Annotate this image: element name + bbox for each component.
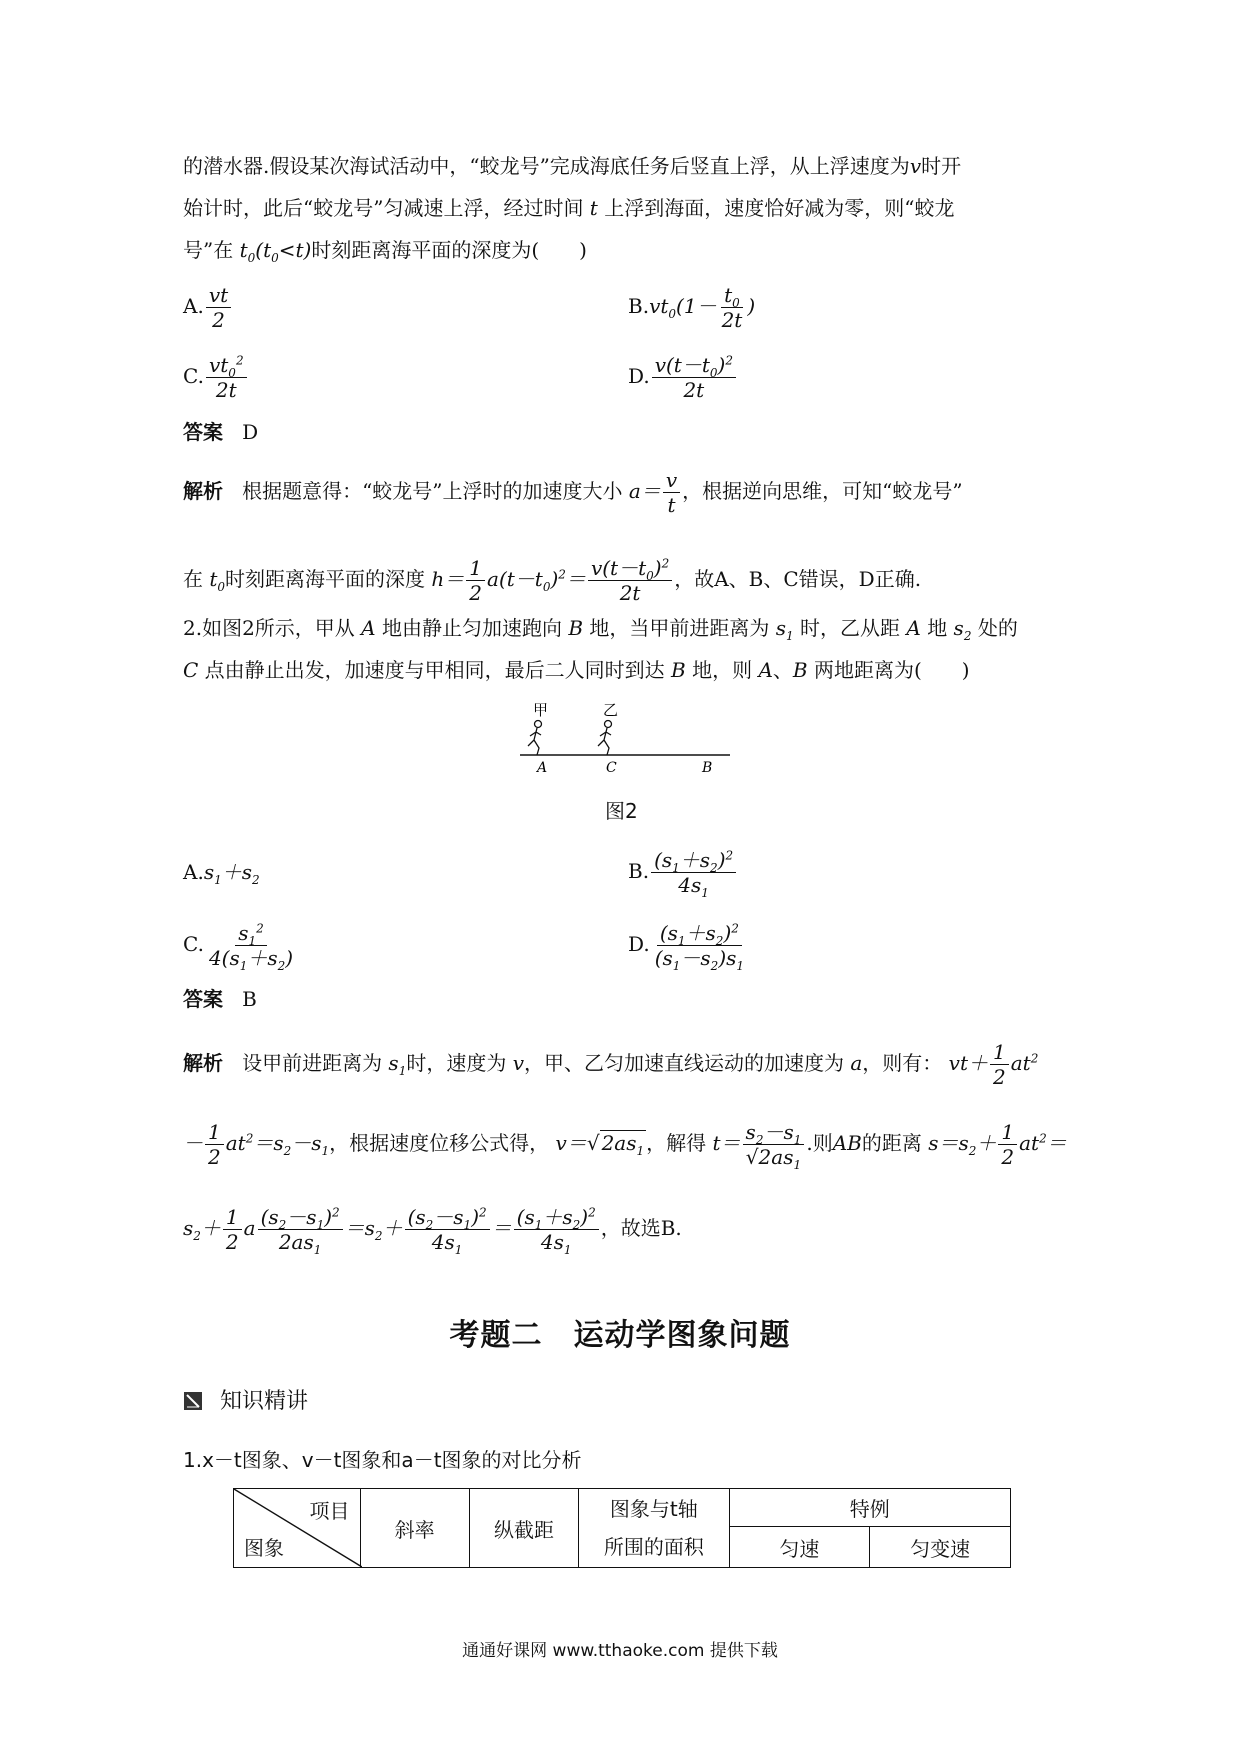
problem2-text: 、: [772, 658, 793, 682]
problem2-text: 点由静止出发，加速度与甲相同，最后二人同时到达: [204, 658, 665, 682]
section-title: 考题二 运动学图象问题: [449, 1318, 791, 1353]
table-corner-cell: [234, 1489, 361, 1568]
analysis-text: ，故A、B、C错误，D正确.: [674, 567, 922, 591]
var-AB: AB: [832, 1131, 862, 1155]
problem2-text: 时，乙从距: [800, 616, 901, 640]
problem1-text-4: 上浮到海面，速度恰好减为零，则“蛟龙: [604, 196, 955, 220]
distance-formula-1: $s=s_2+$ $\frac{1}{2}$ $at^2=$: [928, 1120, 1067, 1169]
analysis-label: 解析: [183, 1051, 223, 1075]
velocity-formula: v＝√ $2as_1$: [555, 1131, 645, 1158]
header-slope: 斜率: [360, 1489, 469, 1568]
footer: 通通好课网 www.tthaoke.com 提供下载: [462, 1641, 778, 1661]
problem1-line3: [183, 236, 587, 264]
problem2-option-a[interactable]: [183, 858, 260, 886]
problem2-text: 地: [927, 616, 948, 640]
header-special: 特例: [729, 1489, 1010, 1527]
problem2-answer: [183, 985, 257, 1013]
var-B: B: [792, 658, 814, 682]
var-s2: $s_2$: [947, 616, 972, 643]
point-a-label: A: [537, 760, 548, 776]
option-a-label: A.: [183, 860, 204, 884]
analysis-text: ，则有：: [862, 1051, 943, 1075]
option-c-formula: $\frac{s_1^2}{4(s_1+s_2)}$: [208, 921, 294, 973]
problem1-line2: [183, 194, 954, 222]
var-A: A: [354, 616, 382, 640]
var-B: B: [664, 658, 693, 682]
problem2-text: 2.如图2所示，甲从: [183, 616, 355, 640]
problem1-line1: [183, 152, 961, 180]
point-b-label: B: [702, 760, 713, 776]
var-t0: $t_0(t_0<t)$: [239, 238, 312, 265]
option-a-label: A.: [183, 294, 204, 318]
var-a: a: [844, 1051, 863, 1075]
var-t0: $t_0$: [203, 567, 226, 594]
analysis-label: 解析: [183, 479, 223, 503]
problem2-line2: [183, 656, 970, 684]
item-1: 1.x－t图象、v－t图象和a－t图象的对比分析: [183, 1448, 582, 1472]
analysis-text: 设甲前进距离为: [242, 1051, 383, 1075]
var-v: v: [506, 1051, 524, 1075]
problem1-text-5: 号”在: [183, 238, 234, 262]
corner-top-label: 项目: [309, 1499, 350, 1523]
option-b-formula: $\frac{(s_1+s_2)^2}{4s_1}$: [651, 848, 736, 897]
header-uniform-acc: 匀变速: [870, 1527, 1011, 1568]
analysis-text: ，甲、乙匀加速直线运动的加速度为: [524, 1051, 844, 1075]
header-area-line1: 图象与t轴: [609, 1497, 698, 1521]
option-c-formula: $\frac{vt_0^2}{2t}$: [206, 353, 247, 402]
analysis-text: 在: [183, 567, 203, 591]
corner-bottom-label: 图象: [244, 1536, 284, 1560]
option-d-label: D.: [628, 932, 650, 956]
time-formula: t＝ $\frac{s_2-s_1}{√2as_1}$: [713, 1131, 807, 1155]
analysis-text: ，根据逆向思维，可知“蛟龙号”: [682, 479, 963, 503]
header-uniform: 匀速: [729, 1527, 870, 1568]
label-jia: 甲: [533, 701, 549, 719]
problem1-option-c[interactable]: [183, 353, 249, 402]
problem1-analysis-line2: [183, 556, 921, 605]
figure-2-caption: 图2: [605, 799, 638, 823]
var-v: v: [909, 154, 922, 178]
answer-value: B: [242, 987, 257, 1011]
problem1-text-2: 时开: [921, 154, 962, 178]
option-c-label: C.: [183, 364, 204, 388]
problem2-line1: [183, 614, 1018, 642]
accel-formula: a＝ $\frac{v}{t}$: [629, 479, 682, 503]
option-b-label: B.: [628, 294, 650, 318]
option-c-label: C.: [183, 932, 204, 956]
kinematics-formula-2: － $\frac{1}{2}$ $at^2=s_2-s_1$: [183, 1120, 330, 1169]
figure-2: [510, 700, 740, 780]
label-yi: 乙: [603, 701, 619, 719]
problem2-text: 两地距离为( ): [813, 658, 970, 682]
problem1-text-6: 时刻距离海平面的深度为( ): [311, 238, 587, 262]
subheading: [183, 1388, 308, 1416]
problem1-option-a[interactable]: [183, 283, 233, 332]
point-c-label: C: [606, 760, 617, 776]
analysis-text: ，根据速度位移公式得，: [329, 1131, 550, 1155]
option-d-label: D.: [628, 364, 650, 388]
runner-jia-icon: [528, 721, 542, 756]
var-t: t: [583, 196, 605, 220]
distance-formula-2: $s_2+$ $\frac{1}{2}$ a $\frac{(s_2-s_1)^2}{2as_1}$ $=s_2+$ $\frac{(s_2-s_1)^2}{4s_1}$ ＝ $\frac{(s_1+s_2)^2}{4s_1}$: [183, 1216, 601, 1240]
option-a-formula: $s_1+s_2$: [203, 860, 260, 887]
problem2-option-d[interactable]: [628, 921, 749, 973]
problem2-analysis-line3: [183, 1205, 682, 1257]
var-s1: $s_1$: [769, 616, 794, 643]
header-area-line2: 所围的面积: [603, 1535, 704, 1559]
problem2-analysis-line1: [183, 1040, 1038, 1089]
problem1-analysis-line1: [183, 468, 963, 517]
var-A: A: [900, 616, 928, 640]
problem2-text: 地，则: [692, 658, 753, 682]
problem1-option-d[interactable]: [628, 353, 738, 402]
analysis-text: .则: [806, 1131, 833, 1155]
problem2-text: 处的: [977, 616, 1018, 640]
problem1-option-b[interactable]: [628, 283, 755, 332]
answer-label: 答案: [183, 420, 223, 444]
header-intercept: 纵截距: [469, 1489, 578, 1568]
analysis-text: 时刻距离海平面的深度: [225, 567, 426, 591]
boxed-diagonal-icon: [183, 1391, 203, 1411]
problem2-text: 地，当甲前进距离为: [589, 616, 770, 640]
var-s1: $s_1$: [382, 1051, 407, 1078]
analysis-text: 的距离: [861, 1131, 922, 1155]
var-C: C: [183, 658, 205, 682]
comparison-table: [233, 1488, 1011, 1568]
analysis-text: 时，速度为: [406, 1051, 507, 1075]
problem2-text: 地由静止匀加速跑向: [381, 616, 562, 640]
problem1-text-3: 始计时，此后“蛟龙号”匀减速上浮，经过时间: [183, 196, 584, 220]
header-area: [579, 1489, 729, 1568]
option-d-formula: $\frac{(s_1+s_2)^2}{(s_1-s_2)s_1}$: [654, 921, 745, 973]
problem2-option-b[interactable]: [628, 848, 738, 900]
analysis-text: ，解得: [646, 1131, 707, 1155]
problem2-analysis-line2: [183, 1120, 1067, 1172]
answer-label: 答案: [183, 987, 223, 1011]
problem1-answer: [183, 418, 258, 446]
analysis-text: 根据题意得：“蛟龙号”上浮时的加速度大小: [242, 479, 623, 503]
option-a-formula: $\frac{vt}{2}$: [206, 283, 231, 332]
runner-yi-icon: [598, 721, 612, 756]
option-d-formula: $\frac{v(t-t_0)^2}{2t}$: [652, 353, 736, 402]
depth-formula: h＝ $\frac{1}{2}$ $a(t-t_0)^2=$ $\frac{v(t-t_0)^2}{2t}$: [431, 567, 674, 591]
option-b-formula: $vt_0(1-$ $\frac{t_0}{2t}$ ): [649, 283, 756, 332]
var-A: A: [752, 658, 773, 682]
kinematics-formula-1: vt＋ $\frac{1}{2}$ $at^2$: [948, 1040, 1039, 1089]
problem1-text-1: 的潜水器.假设某次海试活动中，“蛟龙号”完成海底任务后竖直上浮，从上浮速度为: [183, 154, 910, 178]
problem2-option-c[interactable]: [183, 921, 298, 973]
option-b-label: B.: [628, 859, 650, 883]
subhead-text: 知识精讲: [220, 1389, 309, 1414]
analysis-text: ，故选B.: [600, 1216, 682, 1240]
answer-value: D: [242, 420, 259, 444]
var-B: B: [561, 616, 590, 640]
